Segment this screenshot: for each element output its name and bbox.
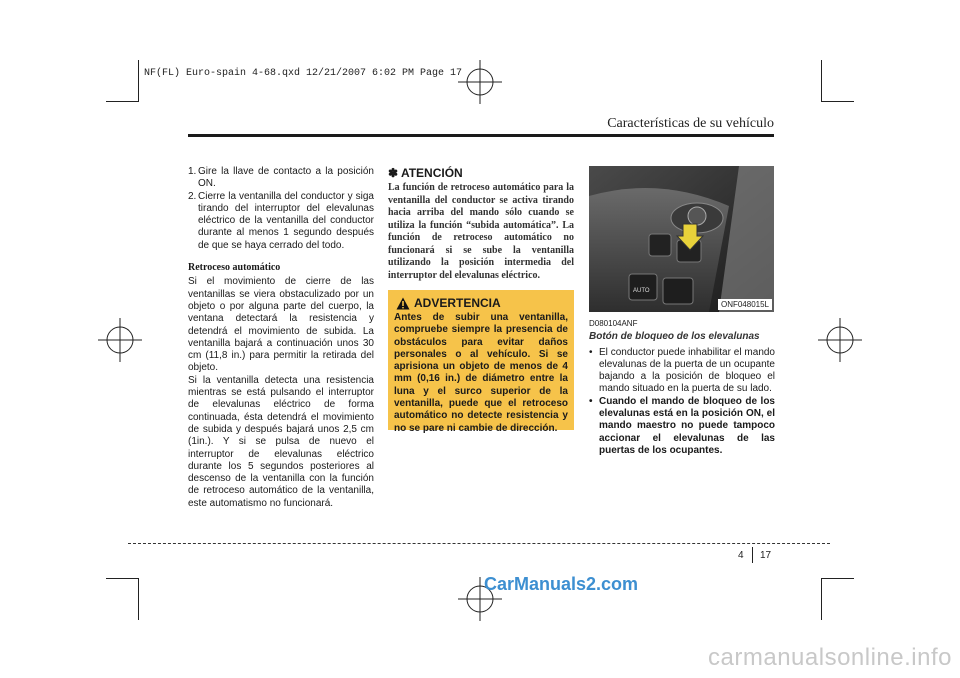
registration-mark (818, 318, 862, 362)
crop-mark (822, 578, 854, 579)
header-rule (188, 134, 774, 137)
print-slug: NF(FL) Euro-spain 4-68.qxd 12/21/2007 6:02 PM Page 17 (144, 68, 463, 79)
section-number: 4 (738, 550, 744, 561)
step-item (188, 166, 374, 191)
column-left (188, 166, 374, 510)
step-item (188, 191, 374, 252)
bullet-item: • El conductor puede inhabilitar el mando elevalunas de la puerta de un ocupante bajando a la posición de bloqueo el mando situado en la puerta de su lado. (589, 346, 775, 395)
crop-mark (106, 101, 138, 102)
crop-mark (106, 578, 138, 579)
column-right (589, 318, 775, 457)
bullet-item: • Cuando el mando de bloqueo de los elevalunas está en la posición ON, el mando maestro no puede tampoco accionar el elevalunas de las puertas de los ocupantes. (589, 395, 775, 456)
photo-code-label: ONF048015L (718, 299, 772, 310)
section-code: D080104ANF (589, 319, 638, 328)
warning-header (388, 290, 574, 310)
registration-mark (98, 318, 142, 362)
watermark-carmanualsonline[interactable]: carmanualsonline.info (708, 644, 952, 671)
attention-body: La función de retroceso automático para la ventanilla del conductor se activa tirando hacia arriba del mando sólo cuando se utiliza la función “subida automática”. La función de retroceso automático no funcionará si se sube la ventanilla utilizando la posición intermedia del interruptor del elevalunas eléctrico. (388, 182, 574, 281)
crop-mark (821, 578, 822, 620)
step-number: 2. (188, 190, 197, 202)
page-number: 17 (760, 550, 772, 561)
watermark-carmanuals2[interactable]: CarManuals2.com (484, 574, 639, 594)
section-subheading: Retroceso automático (188, 262, 281, 274)
warning-triangle-icon (396, 297, 410, 310)
bullet-text: El conductor puede inhabilitar el mando elevalunas de la puerta de un ocupante bajando a la posición de bloqueo el mando situado en la puerta de su lado. (599, 346, 775, 395)
warning-body: Antes de subir una ventanilla, compruebe siempre la presencia de obstáculos para evitar daños personales o al vehículo. Si se aprisiona un objeto de menos de 4 mm (0,16 in.) de diámetro entre la luna y el surco superior de la ventanilla, puede que el retroceso automático no detecte resistencia y no se pare ni cambie de dirección. (394, 312, 568, 434)
steps-list (188, 166, 374, 252)
crop-mark (821, 60, 822, 102)
attention-note (388, 166, 574, 282)
paragraph: Si la ventanilla detecta una resistencia mientras se está pulsando el interruptor de elevalunas eléctrico de forma continuada, ésta detendrá el movimiento de subida y después bajará unos 2,5 cm (1in.). Y si se pulsa de nuevo el interruptor de elevalunas eléctrico durante los 5 segundos posteriores al descenso de la ventanilla con la función de retroceso automático de la ventanilla, este automatismo no funcionará. (188, 374, 374, 509)
warning-box (388, 290, 574, 434)
page-header-title: Características de su vehículo (607, 116, 774, 131)
bullet-text: Cuando el mando de bloqueo de los elevalunas está en la posición ON, el mando maestro no puede tampoco accionar el elevalunas de las puertas de los ocupantes. (599, 395, 775, 456)
page-number-divider (752, 547, 753, 563)
section-subheading: Botón de bloqueo de los elevalunas (589, 331, 760, 343)
registration-mark (458, 60, 502, 104)
step-text: Gire la llave de contacto a la posición ON. (198, 166, 374, 190)
door-panel-illustration (589, 166, 774, 312)
bullet-list (589, 347, 775, 458)
attention-title: ✽ ATENCIÓN (388, 166, 463, 180)
crop-mark (138, 578, 139, 620)
switch-auto-label: AUTO (633, 288, 650, 294)
paragraph: Si el movimiento de cierre de las ventanillas se viera obstaculizado por un objeto o por alguna parte del cuerpo, la ventana detectará la resistencia y detendrá el movimiento de subida. La ventanilla bajará a continuación unos 30 cm (11,8 in.) para permitir la retirada del objeto. (188, 276, 374, 374)
step-text: Cierre la ventanilla del conductor y siga tirando del interruptor del elevalunas eléctrico de la ventanilla del conductor durante al menos 1 segundo después de que se haya cerrado del todo. (198, 190, 374, 251)
footer-rule (128, 543, 830, 544)
window-switch-photo (589, 166, 774, 312)
crop-mark (138, 60, 139, 102)
warning-title: ADVERTENCIA (414, 296, 501, 310)
crop-mark (822, 101, 854, 102)
step-number: 1. (188, 166, 197, 177)
